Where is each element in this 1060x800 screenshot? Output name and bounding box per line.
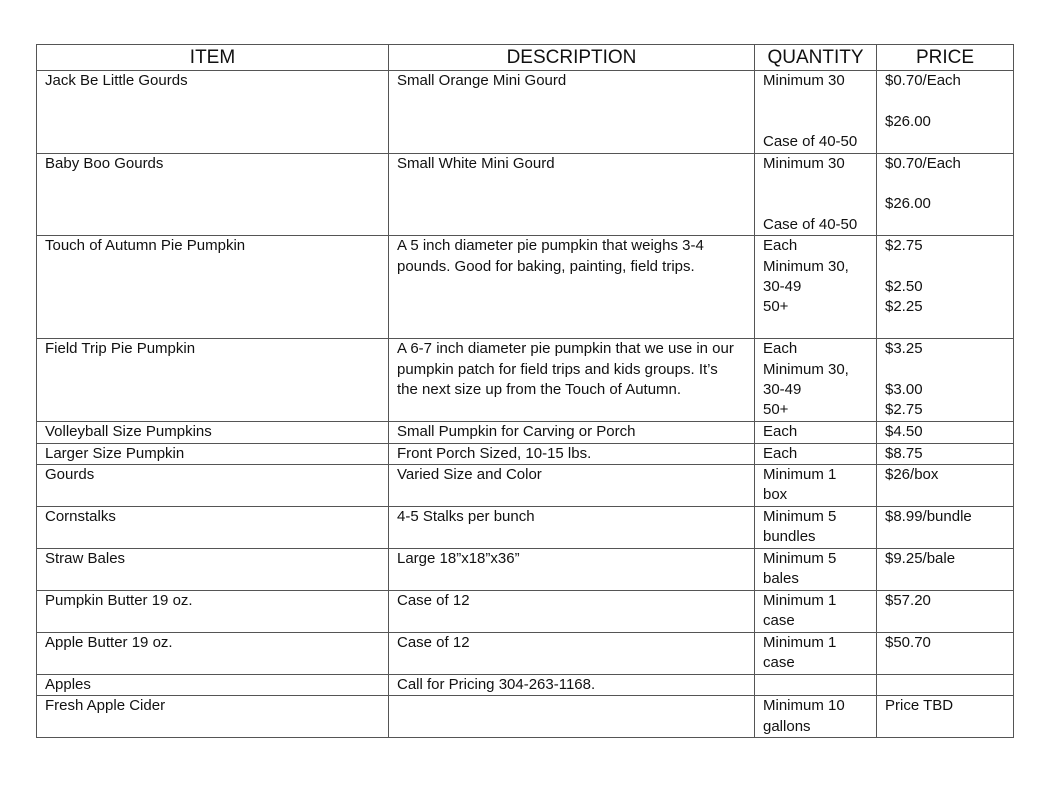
cell-description: 4-5 Stalks per bunch	[389, 507, 755, 549]
table-row	[37, 443, 1014, 464]
cell-quantity: Minimum 10 gallons	[755, 696, 877, 738]
cell-description: Small Orange Mini Gourd	[389, 71, 755, 154]
cell-description: Call for Pricing 304-263-1168.	[389, 675, 755, 696]
cell-quantity: Each	[755, 443, 877, 464]
cell-quantity: Minimum 1 case	[755, 591, 877, 633]
cell-item: Volleyball Size Pumpkins	[37, 422, 389, 443]
table-row	[37, 465, 1014, 507]
cell-price: Price TBD	[877, 696, 1014, 738]
cell-quantity: Minimum 30 Case of 40-50	[755, 71, 877, 154]
cell-price: $2.75 $2.50 $2.25	[877, 236, 1014, 339]
cell-item: Field Trip Pie Pumpkin	[37, 339, 389, 422]
cell-price: $9.25/bale	[877, 549, 1014, 591]
cell-quantity: Minimum 5 bales	[755, 549, 877, 591]
table-row	[37, 507, 1014, 549]
cell-price: $8.99/bundle	[877, 507, 1014, 549]
cell-quantity: Each Minimum 30, 30-49 50+	[755, 339, 877, 422]
cell-price: $3.25 $3.00 $2.75	[877, 339, 1014, 422]
cell-quantity: Minimum 30 Case of 40-50	[755, 153, 877, 236]
cell-description: Small White Mini Gourd	[389, 153, 755, 236]
cell-quantity: Minimum 5 bundles	[755, 507, 877, 549]
cell-price: $26/box	[877, 465, 1014, 507]
cell-item: Baby Boo Gourds	[37, 153, 389, 236]
cell-price: $0.70/Each $26.00	[877, 153, 1014, 236]
cell-description: Varied Size and Color	[389, 465, 755, 507]
cell-quantity: Minimum 1 case	[755, 633, 877, 675]
cell-price	[877, 675, 1014, 696]
cell-description: Case of 12	[389, 591, 755, 633]
cell-quantity	[755, 675, 877, 696]
cell-item: Jack Be Little Gourds	[37, 71, 389, 154]
cell-description: A 5 inch diameter pie pumpkin that weighs 3-4 pounds. Good for baking, painting, field trips.	[389, 236, 755, 339]
cell-description: Case of 12	[389, 633, 755, 675]
cell-description	[389, 696, 755, 738]
cell-quantity: Each Minimum 30, 30-49 50+	[755, 236, 877, 339]
table-row	[37, 71, 1014, 154]
cell-item: Apple Butter 19 oz.	[37, 633, 389, 675]
cell-item: Gourds	[37, 465, 389, 507]
cell-description: Small Pumpkin for Carving or Porch	[389, 422, 755, 443]
cell-description: Large 18”x18”x36”	[389, 549, 755, 591]
cell-price: $4.50	[877, 422, 1014, 443]
table-row	[37, 236, 1014, 339]
table-row	[37, 153, 1014, 236]
table-row	[37, 675, 1014, 696]
price-list-table	[36, 44, 1014, 738]
table-row	[37, 339, 1014, 422]
table-row	[37, 633, 1014, 675]
cell-item: Cornstalks	[37, 507, 389, 549]
header-quantity: QUANTITY	[755, 45, 877, 71]
table-row	[37, 591, 1014, 633]
cell-price: $57.20	[877, 591, 1014, 633]
table-row	[37, 696, 1014, 738]
cell-item: Touch of Autumn Pie Pumpkin	[37, 236, 389, 339]
cell-item: Straw Bales	[37, 549, 389, 591]
cell-quantity: Minimum 1 box	[755, 465, 877, 507]
header-description: DESCRIPTION	[389, 45, 755, 71]
table-row	[37, 549, 1014, 591]
cell-description: Front Porch Sized, 10-15 lbs.	[389, 443, 755, 464]
header-price: PRICE	[877, 45, 1014, 71]
table-header-row	[37, 45, 1014, 71]
header-item: ITEM	[37, 45, 389, 71]
table-row	[37, 422, 1014, 443]
cell-price: $50.70	[877, 633, 1014, 675]
cell-price: $8.75	[877, 443, 1014, 464]
cell-item: Apples	[37, 675, 389, 696]
cell-quantity: Each	[755, 422, 877, 443]
cell-item: Larger Size Pumpkin	[37, 443, 389, 464]
cell-description: A 6-7 inch diameter pie pumpkin that we use in our pumpkin patch for field trips and kids groups. It’s the next size up from the Touch of Autumn.	[389, 339, 755, 422]
cell-price: $0.70/Each $26.00	[877, 71, 1014, 154]
cell-item: Pumpkin Butter 19 oz.	[37, 591, 389, 633]
cell-item: Fresh Apple Cider	[37, 696, 389, 738]
